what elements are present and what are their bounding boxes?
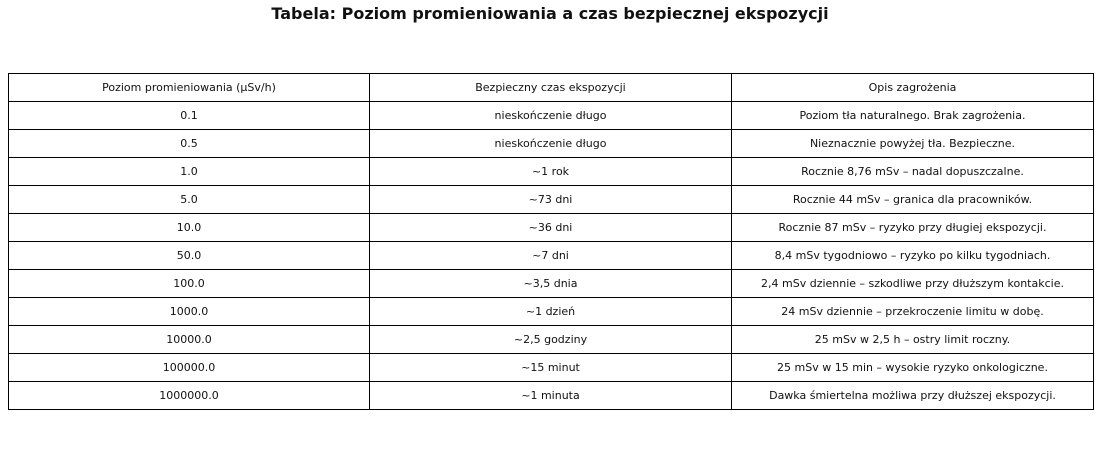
table-row: [9, 242, 1094, 270]
table-cell: 2,4 mSv dziennie – szkodliwe przy dłuższym kontakcie.: [732, 270, 1094, 298]
table-cell: ~1 rok: [370, 158, 732, 186]
table-cell: 5.0: [9, 186, 370, 214]
table-cell: 8,4 mSv tygodniowo – ryzyko po kilku tygodniach.: [732, 242, 1094, 270]
table-cell: 100.0: [9, 270, 370, 298]
table-cell: ~7 dni: [370, 242, 732, 270]
table-cell: 50.0: [9, 242, 370, 270]
table-row: [9, 326, 1094, 354]
chart-title: Tabela: Poziom promieniowania a czas bezpiecznej ekspozycji: [271, 4, 829, 23]
table-cell: 10000.0: [9, 326, 370, 354]
table-row: [9, 158, 1094, 186]
table-header-row: [9, 74, 1094, 102]
table-row: [9, 214, 1094, 242]
table-cell: Rocznie 87 mSv – ryzyko przy długiej ekspozycji.: [732, 214, 1094, 242]
table-cell: 1.0: [9, 158, 370, 186]
table-body: [9, 102, 1094, 410]
table-cell: 0.1: [9, 102, 370, 130]
table-row: [9, 354, 1094, 382]
table-row: [9, 130, 1094, 158]
table-cell: nieskończenie długo: [370, 130, 732, 158]
table-cell: Poziom tła naturalnego. Brak zagrożenia.: [732, 102, 1094, 130]
table-cell: 1000000.0: [9, 382, 370, 410]
radiation-table: [8, 73, 1094, 410]
table-cell: 24 mSv dziennie – przekroczenie limitu w dobę.: [732, 298, 1094, 326]
table-row: [9, 270, 1094, 298]
table-cell: Nieznacznie powyżej tła. Bezpieczne.: [732, 130, 1094, 158]
table-cell: 25 mSv w 2,5 h – ostry limit roczny.: [732, 326, 1094, 354]
table-row: [9, 382, 1094, 410]
table-cell: ~15 minut: [370, 354, 732, 382]
table-cell: ~2,5 godziny: [370, 326, 732, 354]
table-cell: ~73 dni: [370, 186, 732, 214]
table-cell: ~1 dzień: [370, 298, 732, 326]
column-header: Poziom promieniowania (µSv/h): [9, 74, 370, 102]
table-row: [9, 102, 1094, 130]
table-cell: Rocznie 44 mSv – granica dla pracowników.: [732, 186, 1094, 214]
table-cell: 0.5: [9, 130, 370, 158]
table-cell: nieskończenie długo: [370, 102, 732, 130]
table-row: [9, 186, 1094, 214]
table-cell: 1000.0: [9, 298, 370, 326]
table-row: [9, 298, 1094, 326]
table-cell: ~36 dni: [370, 214, 732, 242]
table-cell: Dawka śmiertelna możliwa przy dłuższej ekspozycji.: [732, 382, 1094, 410]
column-header: Opis zagrożenia: [732, 74, 1094, 102]
table-cell: 10.0: [9, 214, 370, 242]
table-cell: Rocznie 8,76 mSv – nadal dopuszczalne.: [732, 158, 1094, 186]
table-cell: ~3,5 dnia: [370, 270, 732, 298]
table-cell: 100000.0: [9, 354, 370, 382]
table-cell: 25 mSv w 15 min – wysokie ryzyko onkologiczne.: [732, 354, 1094, 382]
table-cell: ~1 minuta: [370, 382, 732, 410]
column-header: Bezpieczny czas ekspozycji: [370, 74, 732, 102]
